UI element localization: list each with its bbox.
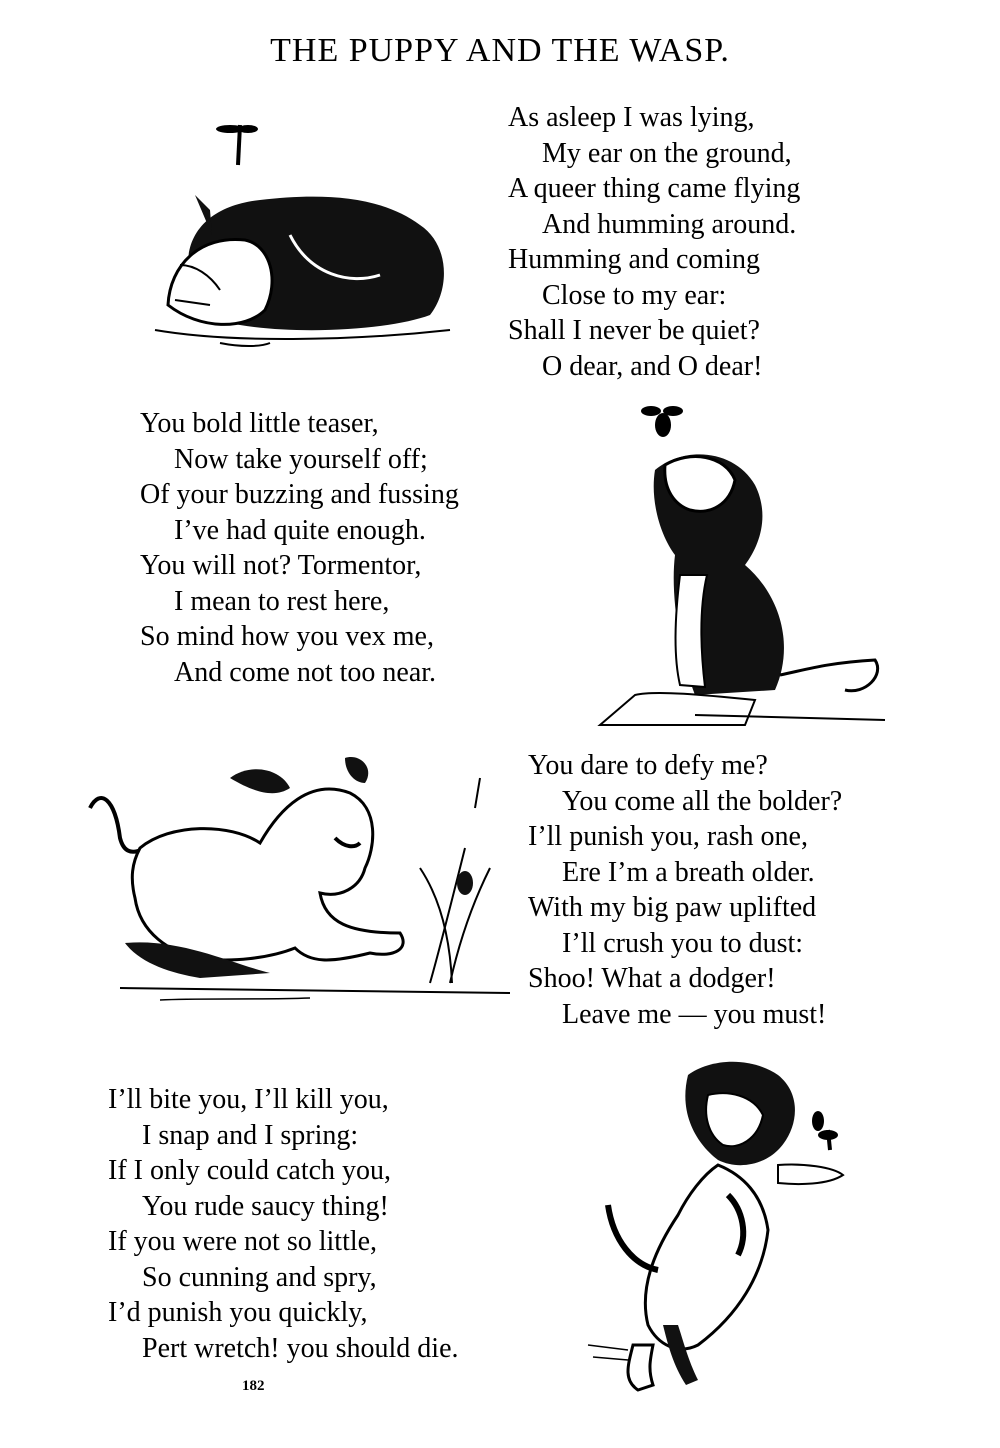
verse-line: So mind how you vex me, bbox=[140, 621, 434, 652]
stanza-3 bbox=[528, 748, 842, 1032]
verse-line: Humming and coming bbox=[508, 244, 760, 275]
verse-line: Now take yourself off; bbox=[174, 443, 428, 475]
verse-line: I’ll crush you to dust: bbox=[562, 927, 804, 959]
verse-line: I’ll bite you, I’ll kill you, bbox=[108, 1084, 389, 1115]
verse-line: And humming around. bbox=[542, 208, 797, 240]
wasp-icon bbox=[216, 125, 258, 165]
sitting-puppy-illustration bbox=[595, 395, 895, 735]
stanza-1 bbox=[508, 100, 800, 384]
verse-line: You rude saucy thing! bbox=[142, 1190, 389, 1222]
page-number: 182 bbox=[242, 1378, 265, 1394]
verse-line: You bold little teaser, bbox=[140, 408, 379, 439]
verse-line: If I only could catch you, bbox=[108, 1155, 392, 1186]
verse-line: I’ve had quite enough. bbox=[174, 514, 426, 546]
verse-line: O dear, and O dear! bbox=[542, 350, 763, 382]
verse-line: Pert wretch! you should die. bbox=[142, 1332, 459, 1364]
verse-line: Ere I’m a breath older. bbox=[562, 856, 815, 888]
page-title: THE PUPPY AND THE WASP. bbox=[270, 32, 730, 69]
verse-line: Shall I never be quiet? bbox=[508, 315, 760, 346]
verse-line: You will not? Tormentor, bbox=[140, 550, 422, 581]
verse-line: Close to my ear: bbox=[542, 279, 727, 311]
verse-line: My ear on the ground, bbox=[542, 137, 792, 169]
verse-line: I’d punish you quickly, bbox=[108, 1297, 368, 1328]
verse-line: I’ll punish you, rash one, bbox=[528, 821, 808, 852]
verse-line: If you were not so little, bbox=[108, 1226, 378, 1257]
crouching-puppy-illustration bbox=[80, 748, 520, 1010]
verse-line: I mean to rest here, bbox=[174, 585, 390, 617]
verse-line: Of your buzzing and fussing bbox=[140, 479, 459, 510]
wasp-icon bbox=[641, 406, 683, 437]
grass-icon bbox=[420, 778, 490, 983]
puppy-icon bbox=[90, 757, 403, 978]
verse-line: Leave me — you must! bbox=[562, 998, 827, 1030]
puppy-icon bbox=[155, 195, 450, 346]
verse-line: I snap and I spring: bbox=[142, 1119, 359, 1151]
verse-line: So cunning and spry, bbox=[142, 1261, 377, 1293]
puppy-icon bbox=[588, 1062, 843, 1390]
wasp-icon bbox=[812, 1111, 838, 1150]
jumping-puppy-illustration bbox=[578, 1045, 868, 1400]
verse-line: You dare to defy me? bbox=[528, 750, 768, 781]
sleeping-puppy-illustration bbox=[150, 115, 470, 365]
stanza-2 bbox=[140, 406, 459, 690]
verse-line: As asleep I was lying, bbox=[508, 102, 755, 133]
verse-line: Shoo! What a dodger! bbox=[528, 963, 776, 994]
verse-line: A queer thing came flying bbox=[508, 173, 801, 204]
stanza-4 bbox=[108, 1082, 459, 1366]
verse-line: And come not too near. bbox=[174, 656, 437, 688]
verse-line: You come all the bolder? bbox=[562, 785, 843, 817]
verse-line: With my big paw uplifted bbox=[528, 892, 817, 923]
puppy-icon bbox=[600, 454, 885, 725]
